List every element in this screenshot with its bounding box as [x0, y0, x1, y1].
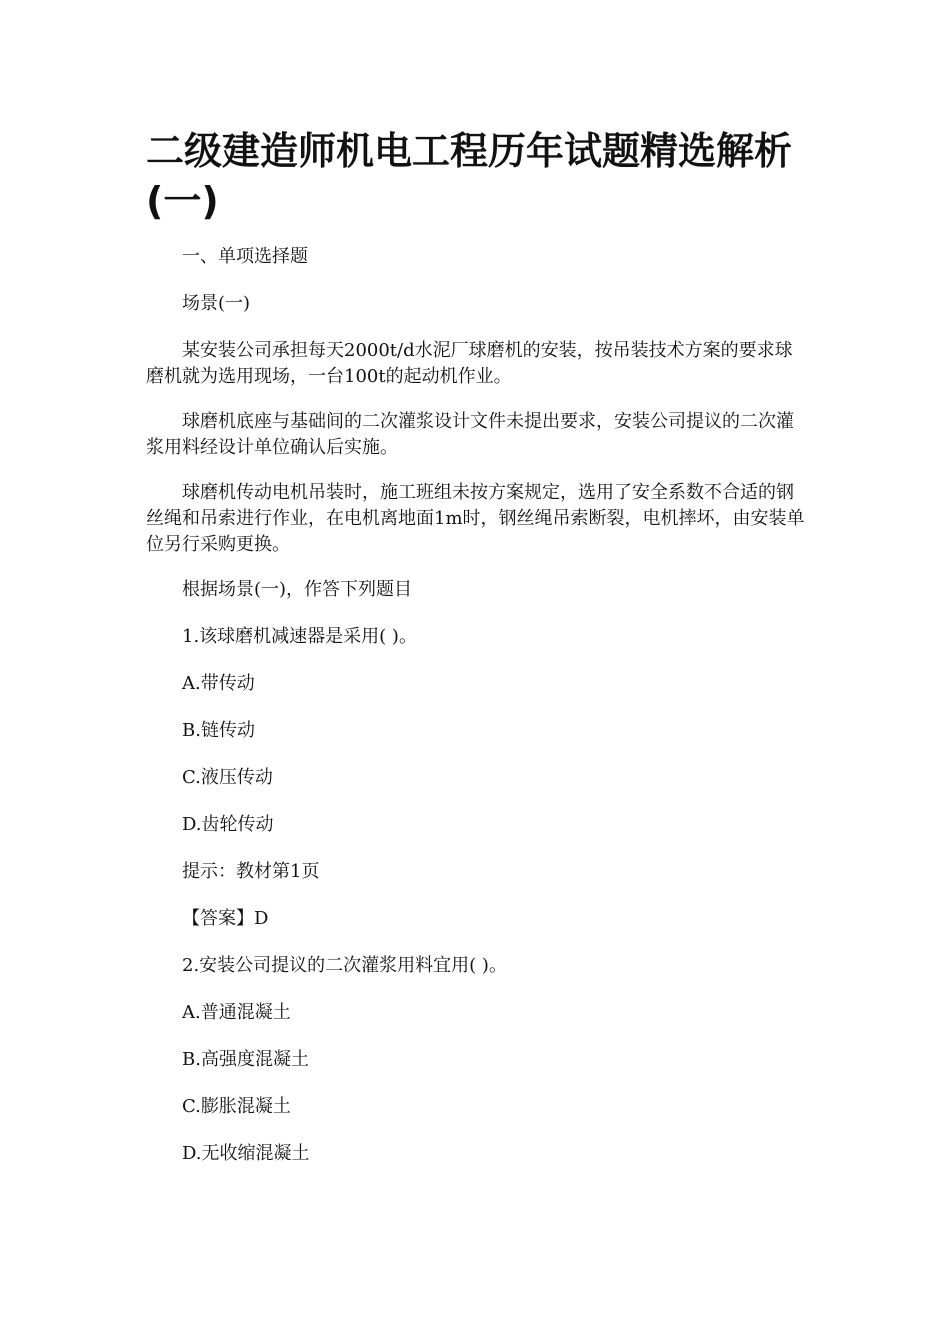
- scenario-paragraph: 球磨机底座与基础间的二次灌浆设计文件未提出要求，安装公司提议的二次灌浆用料经设计单位确认后实施。: [146, 411, 794, 458]
- question-text: 1.该球磨机减速器是采用( )。: [182, 626, 417, 647]
- option-text: D.无收缩混凝土: [182, 1143, 310, 1164]
- instruction-text: 根据场景(一)，作答下列题目: [182, 579, 413, 600]
- hint-text: 提示：教材第1页: [182, 861, 320, 882]
- option-text: A.普通混凝土: [182, 1002, 291, 1023]
- option-text: B.链传动: [182, 720, 255, 741]
- option-text: A.带传动: [182, 673, 255, 694]
- document-body: [146, 244, 810, 1188]
- scenario-paragraph: 某安装公司承担每天2000t/d水泥厂球磨机的安装，按吊装技术方案的要求球磨机就为选用现场，一台100t的起动机作业。: [146, 340, 793, 387]
- option-text: B.高强度混凝土: [182, 1049, 309, 1070]
- option-text: D.齿轮传动: [182, 814, 274, 835]
- scenario-heading: 场景(一): [182, 293, 251, 314]
- scenario-paragraph: 球磨机传动电机吊装时，施工班组未按方案规定，选用了安全系数不合适的钢丝绳和吊索进行作业，在电机离地面1m时，钢丝绳吊索断裂，电机摔坏，由安装单位另行采购更换。: [146, 482, 805, 555]
- section-heading: 一、单项选择题: [182, 246, 308, 267]
- option-text: C.液压传动: [182, 767, 273, 788]
- answer-text: 【答案】D: [182, 908, 269, 929]
- question-text: 2.安装公司提议的二次灌浆用料宜用( )。: [182, 955, 507, 976]
- option-text: C.膨胀混凝土: [182, 1096, 291, 1117]
- document-title: 二级建造师机电工程历年试题精选解析(一): [146, 129, 793, 223]
